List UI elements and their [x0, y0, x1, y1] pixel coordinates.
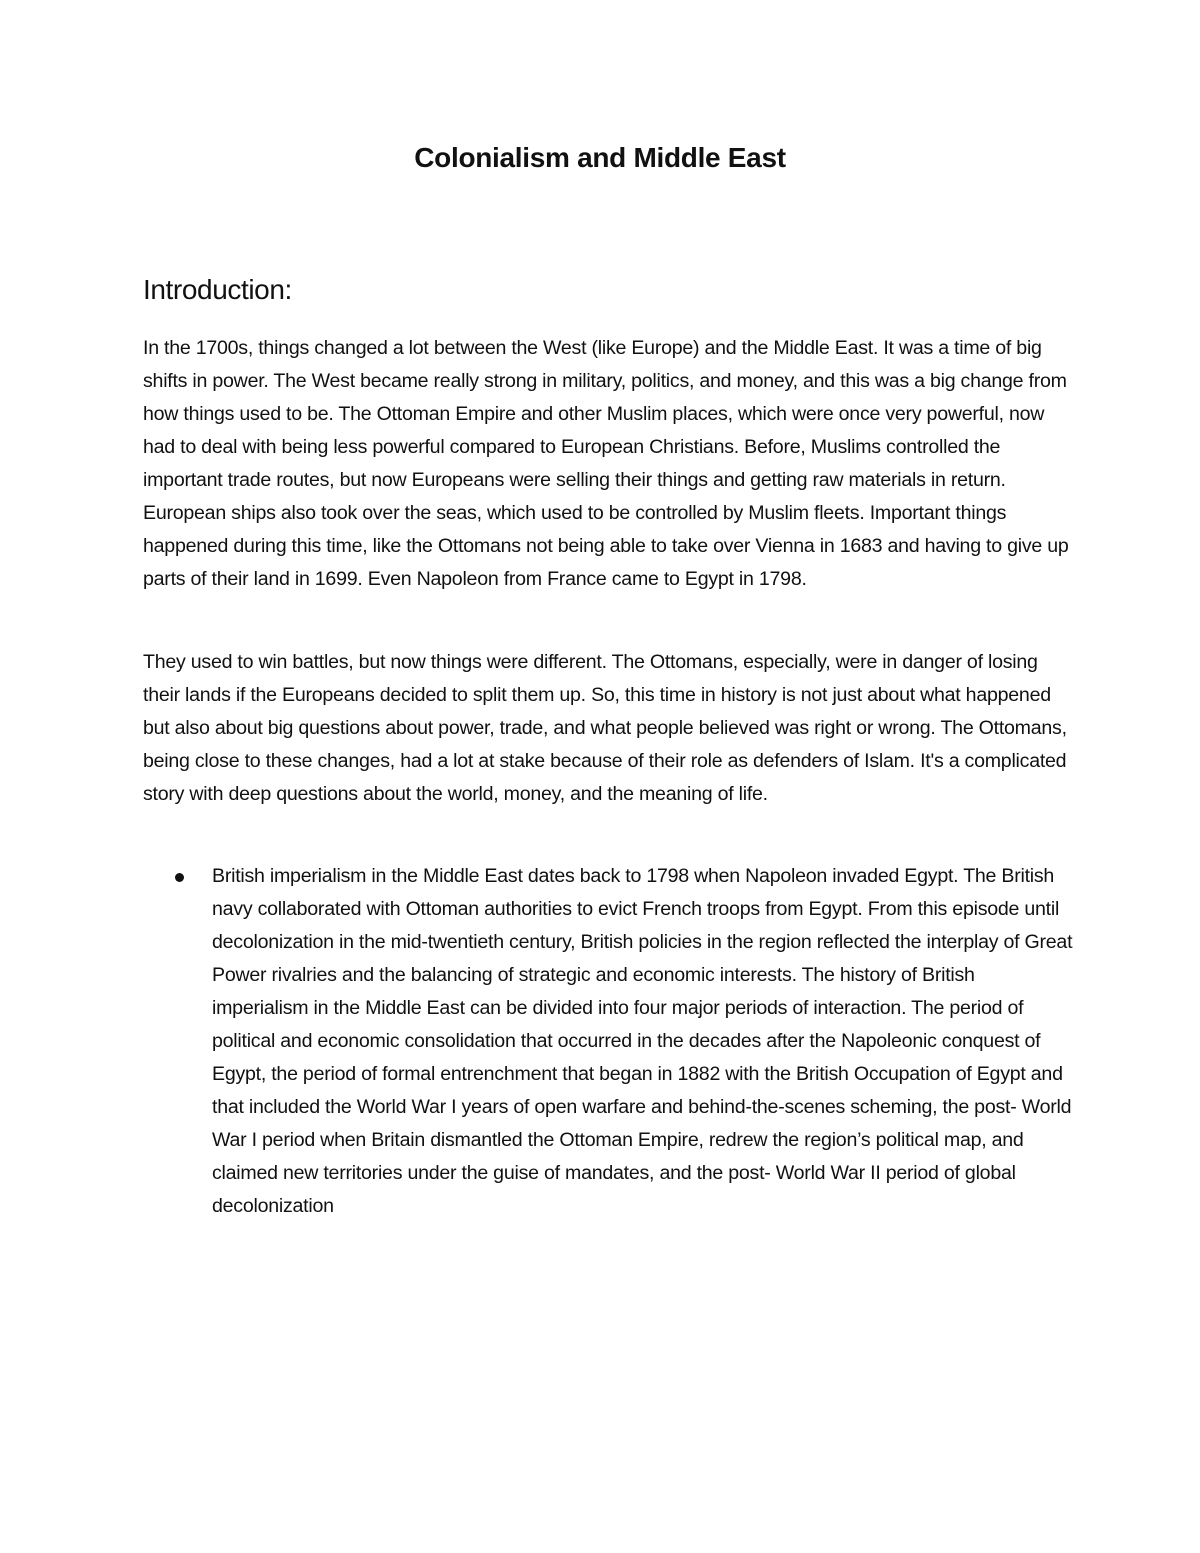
bullet-icon	[175, 873, 184, 882]
document-title: Colonialism and Middle East	[414, 142, 786, 173]
list-item	[143, 860, 1073, 1223]
section-heading-introduction: Introduction:	[143, 274, 292, 305]
list-item-text: British imperialism in the Middle East dates back to 1798 when Napoleon invaded Egypt. The British navy collaborated with Ottoman authorities to evict French troops from Egypt. From this episode until decolonization in the mid-twentieth century, British policies in the region reflected the interplay of Great Power rivalries and the balancing of strategic and economic interests. The history of British imperialism in the Middle East can be divided into four major periods of interaction. The period of political and economic consolidation that occurred in the decades after the Napoleonic conquest of Egypt, the period of formal entrenchment that began in 1882 with the British Occupation of Egypt and that included the World War I years of open warfare and behind-the-scenes scheming, the post- World War I period when Britain dismantled the Ottoman Empire, redrew the region’s political map, and claimed new territories under the guise of mandates, and the post- World War II period of global decolonization	[212, 865, 1073, 1217]
introduction-paragraph-1: In the 1700s, things changed a lot between the West (like Europe) and the Middle East. It was a time of big shifts in power. The West became really strong in military, politics, and money, and this was a big change from how things used to be. The Ottoman Empire and other Muslim places, which were once very powerful, now had to deal with being less powerful compared to European Christians. Before, Muslims controlled the important trade routes, but now Europeans were selling their things and getting raw materials in return. European ships also took over the seas, which used to be controlled by Muslim fleets. Important things happened during this time, like the Ottomans not being able to take over Vienna in 1683 and having to give up parts of their land in 1699. Even Napoleon from France came to Egypt in 1798.	[143, 337, 1069, 590]
introduction-paragraph-2: They used to win battles, but now things were different. The Ottomans, especially, were in danger of losing their lands if the Europeans decided to split them up. So, this time in history is not just about what happened but also about big questions about power, trade, and what people believed was right or wrong. The Ottomans, being close to these changes, had a lot at stake because of their role as defenders of Islam. It's a complicated story with deep questions about the world, money, and the meaning of life.	[143, 651, 1067, 805]
bullet-list	[143, 860, 1073, 1223]
